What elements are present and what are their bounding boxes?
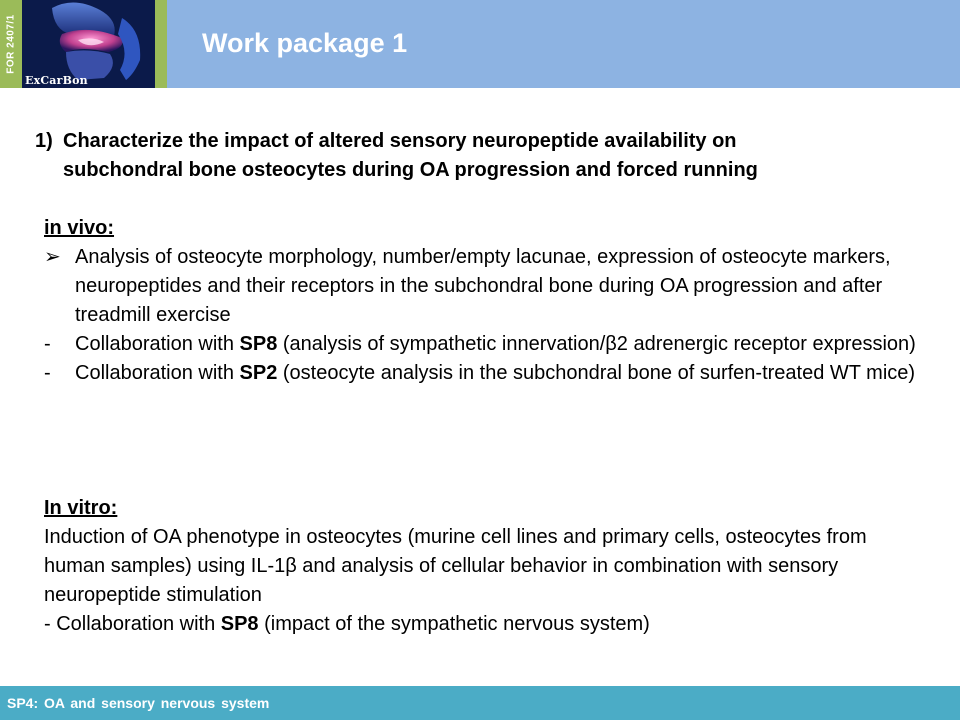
list-item-text: (osteocyte analysis in the subchondral bone of surfen-treated WT mice): [277, 362, 916, 384]
list-item: [44, 359, 924, 388]
in-vitro-heading: In vitro:: [44, 497, 118, 519]
page-title: Work package 1: [202, 28, 408, 58]
dash-bullet: -: [44, 362, 51, 384]
objective: [35, 127, 915, 185]
excarbon-logo: [22, 0, 155, 88]
list-item-text: Analysis of osteocyte morphology, number/empty lacunae, expression of osteocyte markers, neuropeptides and their receptors in the subchondral bone during OA progression and after treadmill exercise: [75, 246, 891, 326]
project-ref-sp2: SP2: [239, 362, 278, 384]
project-ref-sp8: SP8: [239, 333, 278, 355]
objective-number: 1): [35, 130, 53, 152]
arrow-bullet-icon: ➢: [44, 246, 61, 268]
footer-label: SP4: OA and sensory nervous system: [7, 695, 270, 711]
list-item-text: Collaboration with: [75, 362, 240, 384]
list-item-text: Collaboration with: [75, 333, 240, 355]
in-vivo-section: [44, 214, 924, 388]
side-strip: [0, 0, 22, 88]
project-ref-sp8: SP8: [220, 613, 259, 635]
list-item: [44, 330, 924, 359]
footer-bar: [0, 686, 960, 720]
in-vivo-heading: in vivo:: [44, 217, 115, 239]
logo-text: ExCarBon: [25, 74, 88, 87]
in-vitro-section: [44, 494, 924, 639]
side-label: FOR 2407/1: [5, 14, 17, 74]
list-item: [44, 243, 924, 330]
header-bar: [0, 0, 960, 88]
objective-line1: Characterize the impact of altered sensory neuropeptide availability on: [63, 130, 737, 152]
logo-accent-strip: [155, 0, 167, 88]
dash-bullet: -: [44, 333, 51, 355]
objective-line2: subchondral bone osteocytes during OA progression and forced running: [63, 159, 758, 181]
collab-text: - Collaboration with: [44, 613, 221, 635]
collab-text: (impact of the sympathetic nervous system): [258, 613, 650, 635]
in-vitro-text: Induction of OA phenotype in osteocytes (murine cell lines and primary cells, osteocytes from human samples) using IL-1β and analysis of cellular behavior in combination with sensory neuropeptide stimulation: [44, 526, 867, 606]
in-vitro-collaboration: [44, 610, 924, 639]
list-item-text: (analysis of sympathetic innervation/β2 adrenergic receptor expression): [277, 333, 916, 355]
